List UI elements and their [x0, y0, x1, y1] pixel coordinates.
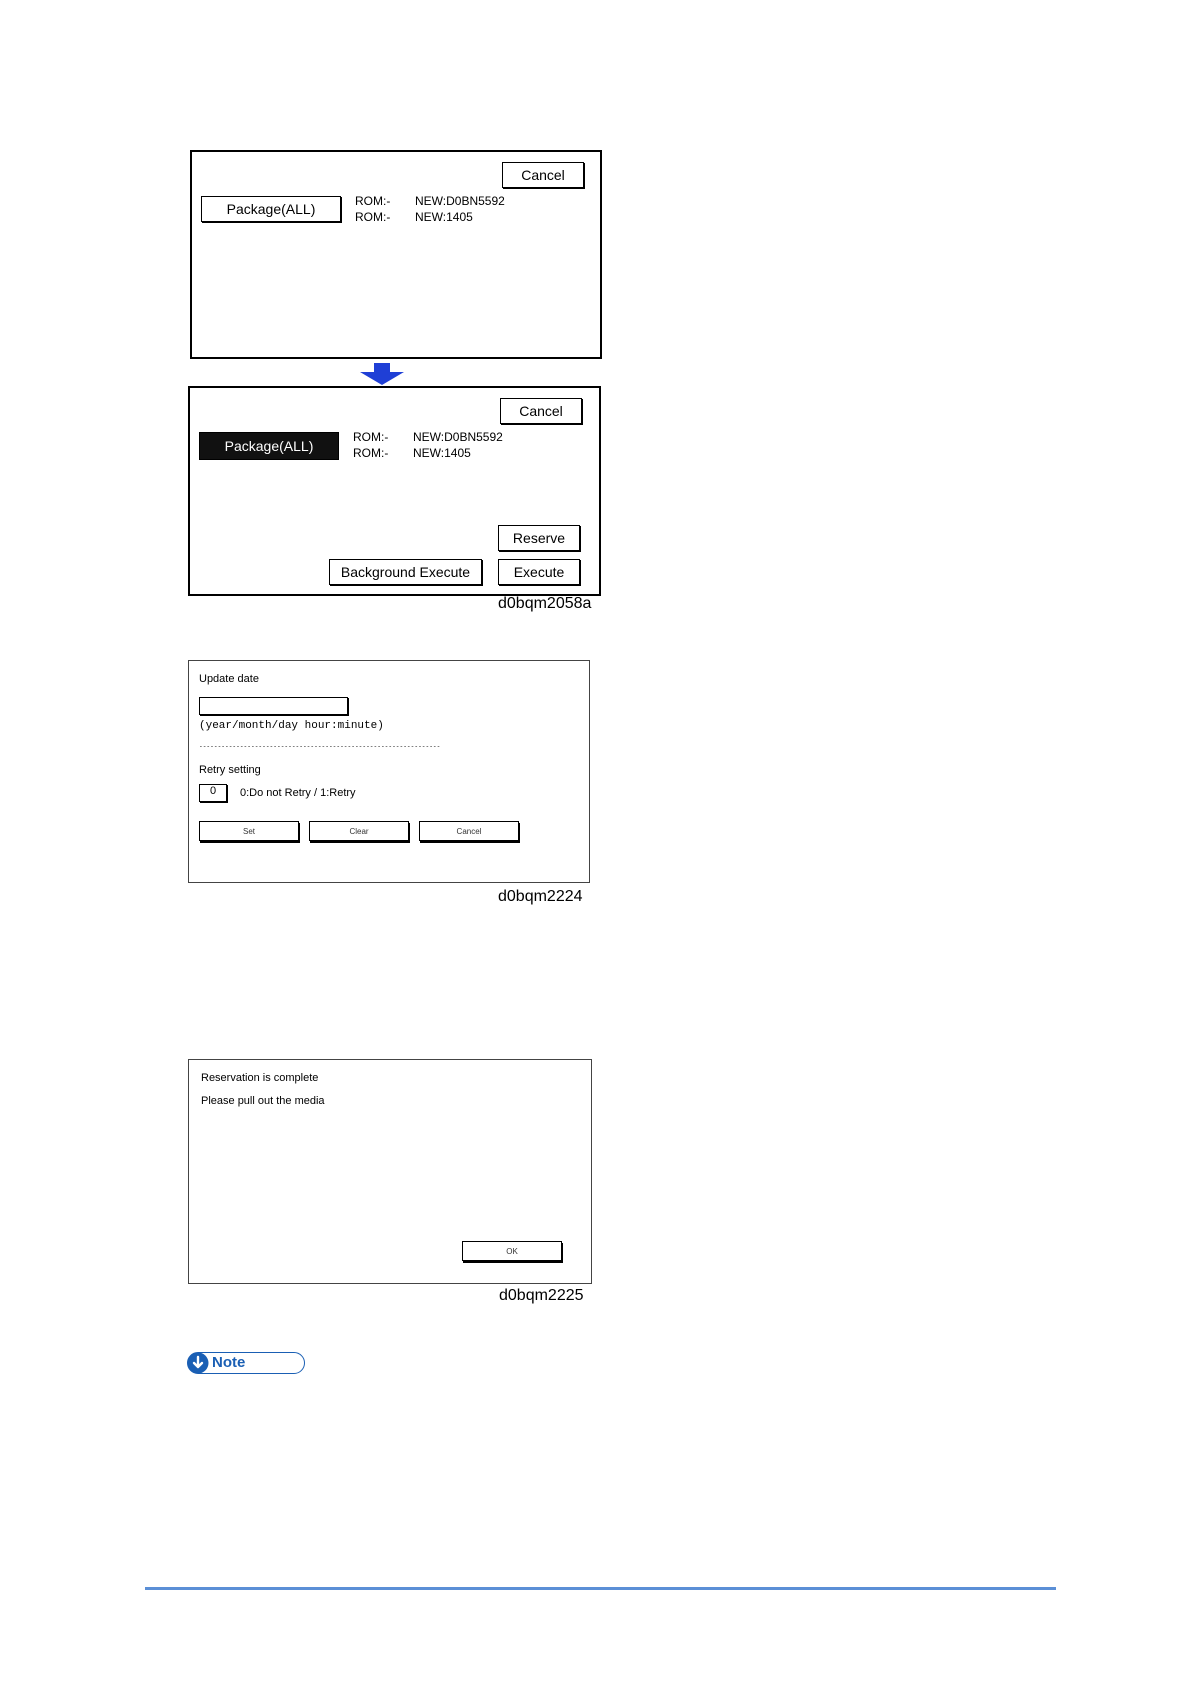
new-version-line-2: NEW:1405: [415, 210, 473, 224]
rom-line-2: ROM:-: [355, 210, 391, 224]
new-version-line-2: NEW:1405: [413, 446, 471, 460]
package-all-button[interactable]: Package(ALL): [201, 196, 341, 222]
screen-after-selection: [188, 386, 601, 596]
ok-button[interactable]: OK: [462, 1241, 562, 1261]
package-all-button-selected[interactable]: Package(ALL): [199, 432, 339, 460]
retry-hint: 0:Do not Retry / 1:Retry: [240, 787, 356, 799]
note-badge: [187, 1352, 305, 1374]
new-version-line-1: NEW:D0BN5592: [415, 194, 505, 208]
update-date-label: Update date: [199, 673, 259, 685]
rom-line-1: ROM:-: [355, 194, 391, 208]
set-button[interactable]: Set: [199, 821, 299, 841]
divider-line: -----------------------------------------------------------------: [199, 743, 441, 750]
rom-line-2: ROM:-: [353, 446, 389, 460]
background-execute-button[interactable]: Background Execute: [329, 559, 482, 585]
figure-caption: d0bqm2225: [499, 1287, 584, 1304]
pull-out-media-message: Please pull out the media: [201, 1095, 325, 1107]
new-version-line-1: NEW:D0BN5592: [413, 430, 503, 444]
retry-value-field[interactable]: 0: [199, 784, 227, 802]
screen-before-selection: [190, 150, 602, 359]
rom-line-1: ROM:-: [353, 430, 389, 444]
figure-caption: d0bqm2058a: [498, 595, 592, 612]
cancel-button[interactable]: Cancel: [500, 398, 582, 424]
note-label: Note: [212, 1354, 246, 1371]
update-date-screen: [188, 660, 590, 883]
arrow-down-icon: [360, 363, 404, 385]
reservation-complete-message: Reservation is complete: [201, 1072, 319, 1084]
retry-setting-label: Retry setting: [199, 764, 261, 776]
arrow-down-circle-icon: [187, 1352, 209, 1374]
cancel-button[interactable]: Cancel: [419, 821, 519, 841]
clear-button[interactable]: Clear: [309, 821, 409, 841]
footer-rule: [145, 1587, 1056, 1590]
figure-caption: d0bqm2224: [498, 888, 583, 905]
update-date-input[interactable]: [199, 697, 348, 715]
date-format-hint: (year/month/day hour:minute): [199, 720, 384, 732]
execute-button[interactable]: Execute: [498, 559, 580, 585]
reservation-complete-screen: [188, 1059, 592, 1284]
cancel-button[interactable]: Cancel: [502, 162, 584, 188]
reserve-button[interactable]: Reserve: [498, 525, 580, 551]
